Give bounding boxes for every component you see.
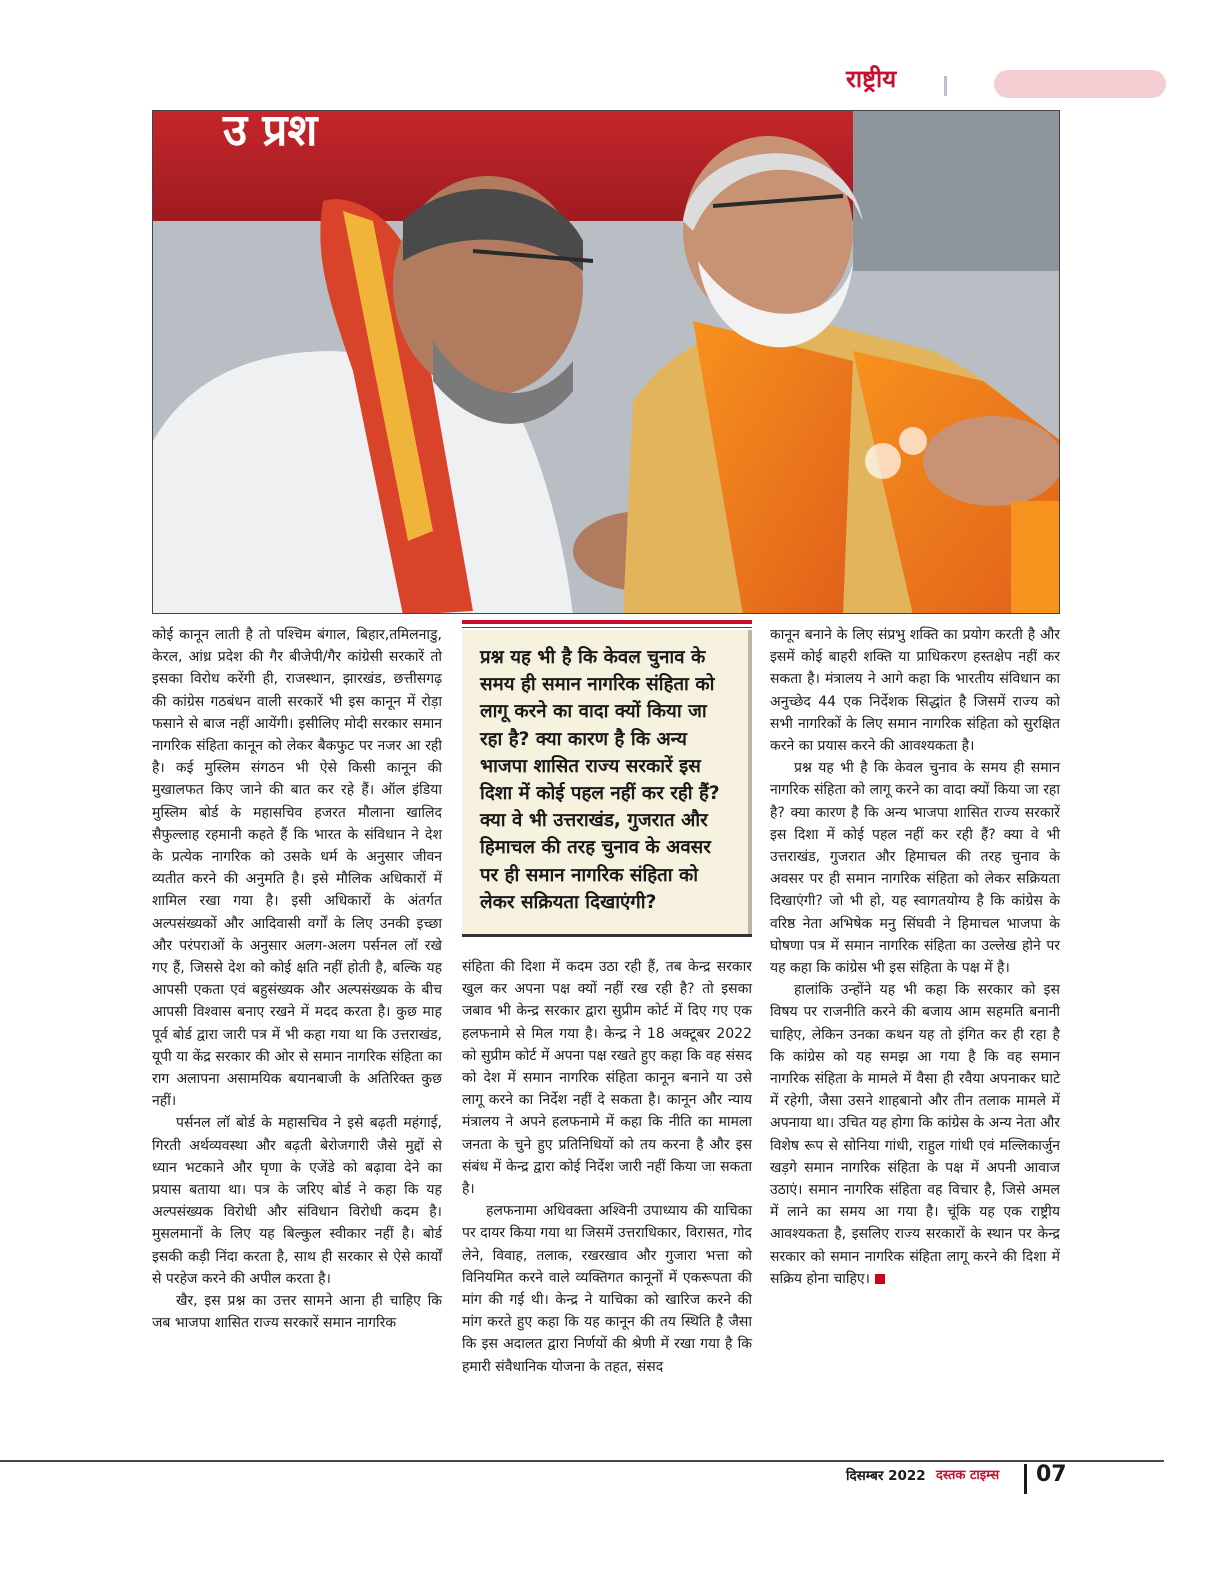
magazine-logo: दस्तक टाइम्स bbox=[936, 1468, 1000, 1483]
paragraph: संहिता की दिशा में कदम उठा रही हैं, तब केन्द्र सरकार खुल कर अपना पक्ष क्यों नहीं रख रही है? तो इसका जबाव भी केन्द्र सरकार द्वारा सुप्रीम कोर्ट में दिए गए एक हलफनामे से मिल गया है। केन्द्र ने 18 अक्टूबर 2022 को सुप्रीम कोर्ट में अपना पक्ष रखते हुए कहा कि वह संसद को देश में समान नागरिक संहिता कानून बनाने या उसे लागू करने का निर्देश नहीं दे सकता है। कानून और न्याय मंत्रालय ने अपने हलफनामे में कहा कि नीति का मामला जनता के चुने हुए प्रतिनिधियों को तय करना है और इस संबंध में केन्द्र द्वारा कोई निर्देश जारी नहीं किया जा सकता है। bbox=[462, 959, 752, 1198]
paragraph: प्रश्न यह भी है कि केवल चुनाव के समय ही समान नागरिक संहिता को लागू करने का वादा क्यों किया जा रहा है? क्या कारण है कि अन्य भाजपा शासित राज्य सरकारें इस दिशा में कोई पहल नहीं कर रही हैं? क्या वे भी उत्तराखंड, गुजरात और हिमाचल की तरह चुनाव के अवसर पर ही समान नागरिक संहिता को लेकर सक्रियता दिखाएंगी? जो भी हो, यह स्वागतयोग्य है कि कांग्रेस के वरिष्ठ नेता अभिषेक मनु सिंघवी ने हिमाचल भाजपा के घोषणा पत्र में समान नागरिक संहिता का उल्लेख होने पर यह कहा कि कांग्रेस भी इस संहिता के पक्ष में है। bbox=[770, 760, 1060, 977]
page-number: 07 bbox=[1036, 1462, 1067, 1487]
paragraph-last bbox=[770, 979, 1060, 1290]
pullquote-rule-bottom bbox=[462, 934, 752, 937]
article-column-2 bbox=[462, 956, 752, 1378]
footer-rule bbox=[0, 1460, 1164, 1462]
pullquote-rule-thin bbox=[462, 627, 752, 628]
paragraph: कोई कानून लाती है तो पश्चिम बंगाल, बिहार,तमिलनाडु, केरल, आंध्र प्रदेश की गैर बीजेपी/गैर कांग्रेसी सरकारें तो इसका विरोध करेंगी ही, राजस्थान, झारखंड, छत्तीसगढ़ की कांग्रेस गठबंधन वाली सरकारें भी इस कानून में रोड़ा फसाने से बाज नहीं आयेंगी। इसीलिए मोदी सरकार समान नागरिक संहिता कानून को लेकर बैकफुट पर नजर आ रही है। कई मुस्लिम संगठन भी ऐसे किसी कानून की मुखालफत किए जाने की बात कर रहे हैं। ऑल इंडिया मुस्लिम बोर्ड के महासचिव हजरत मौलाना खालिद सैफुल्लाह रहमानी कहते हैं कि भारत के संविधान ने देश के प्रत्येक नागरिक को उसके धर्म के अनुसार जीवन व्यतीत करने की अनुमति है। इसे मौलिक अधिकारों में शामिल रखा गया है। इसी अधिकारों के अंतर्गत अल्पसंख्यकों और आदिवासी वर्गों के लिए उनकी इच्छा और परंपराओं के अनुसार अलग-अलग पर्सनल लॉ रखे गए हैं, जिससे देश को कोई क्षति नहीं होती है, बल्कि यह आपसी एकता एवं बहुसंख्यक और अल्पसंख्यक के बीच आपसी विश्वास बनाए रखने में मदद करता है। कुछ माह पूर्व बोर्ड द्वारा जारी पत्र में भी कहा गया था कि उत्तराखंड, यूपी या केंद्र सरकार की ओर से समान नागरिक संहिता का राग अलापना असामयिक बयानबाजी के अतिरिक्त कुछ नहीं। bbox=[152, 627, 442, 1110]
paragraph: हलफनामा अधिवक्ता अश्विनी उपाध्याय की याचिका पर दायर किया गया था जिसमें उत्तराधिकार, विरासत, गोद लेने, विवाह, तलाक, रखरखाव और गुजारा भत्ता को विनियमित करने वाले व्यक्तिगत कानूनों में एकरूपता की मांग की गई थी। केन्द्र ने याचिका को खारिज करने की मांग करते हुए कहा कि यह कानून की तय स्थिति है जैसा कि इस अदालत द्वारा निर्णयों की श्रेणी में रखा गया है कि हमारी संवैधानिक योजना के तहत, संसद bbox=[462, 1203, 752, 1375]
footer-separator bbox=[1024, 1464, 1027, 1494]
pullquote-box bbox=[462, 630, 752, 934]
pullquote-rule-top bbox=[462, 620, 752, 624]
paragraph: कानून बनाने के लिए संप्रभु शक्ति का प्रयोग करती है और इसमें कोई बाहरी शक्ति या प्राधिकरण हस्तक्षेप नहीं कर सकता है। मंत्रालय ने आगे कहा कि भारतीय संविधान का अनुच्छेद 44 एक निर्देशक सिद्धांत है जिसमें राज्य को सभी नागरिकों के लिए समान नागरिक संहिता को सुरक्षित करने का प्रयास करने की आवश्यकता है। bbox=[770, 627, 1060, 755]
photo-backdrop-text: उ प्रश bbox=[223, 111, 318, 156]
section-separator bbox=[944, 76, 947, 96]
pullquote-text: प्रश्न यह भी है कि केवल चुनाव के समय ही समान नागरिक संहिता को लागू करने का वादा क्यों किया जा रहा है? क्या कारण है कि अन्य भाजपा शासित राज्य सरकारें इस दिशा में कोई पहल नहीं कर रही हैं? क्या वे भी उत्तराखंड, गुजरात और हिमाचल की तरह चुनाव के अवसर पर ही समान नागरिक संहिता को लेकर सक्रियता दिखाएंगी? bbox=[480, 647, 720, 913]
end-mark-icon bbox=[875, 1274, 885, 1284]
paragraph-text: हालांकि उन्होंने यह भी कहा कि सरकार को इस विषय पर राजनीति करने की बजाय आम सहमति बनानी चाहिए, लेकिन उनका कथन यह तो इंगित कर ही रहा है कि कांग्रेस को यह समझ आ गया है कि वह समान नागरिक संहिता के मामले में वैसा ही रवैया अपनाकर घाटे में रहेगी, जैसा उसने शाहबानो और तीन तलाक मामले में अपनाया था। उचित यह होगा कि कांग्रेस के अन्य नेता और विशेष रूप से सोनिया गांधी, राहुल गांधी एवं मल्लिकार्जुन खड़गे समान नागरिक संहिता के पक्ष में अपनी आवाज उठाएं। समान नागरिक संहिता वह विचार है, जिसे अमल में लाने का समय आ गया है। चूंकि यह एक राष्ट्रीय आवश्यकता है, इसलिए राज्य सरकारों के स्थान पर केन्द्र सरकार को समान नागरिक संहिता लागू करने की दिशा में सक्रिय होना चाहिए। bbox=[770, 982, 1060, 1287]
section-label: राष्ट्रीय bbox=[846, 65, 897, 93]
section-decoration bbox=[994, 70, 1166, 98]
article-column-1 bbox=[152, 624, 442, 1335]
footer-date: दिसम्बर 2022 bbox=[846, 1468, 926, 1484]
paragraph: पर्सनल लॉ बोर्ड के महासचिव ने इसे बढ़ती महंगाई, गिरती अर्थव्यवस्था और बढ़ती बेरोजगारी जैसे मुद्दों से ध्यान भटकाने और घृणा के एजेंडे को बढ़ावा देने का प्रयास बताया था। पत्र के जरिए बोर्ड ने कहा कि यह अल्पसंख्यक विरोधी और संविधान विरोधी कदम है। मुसलमानों के लिए यह बिल्कुल स्वीकार नहीं है। बोर्ड इसकी कड़ी निंदा करता है, साथ ही सरकार से ऐसे कार्यों से परहेज करने की अपील करता है। bbox=[152, 1115, 442, 1287]
paragraph: खैर, इस प्रश्न का उत्तर सामने आना ही चाहिए कि जब भाजपा शासित राज्य सरकारें समान नागरिक bbox=[152, 1293, 442, 1332]
article-column-3 bbox=[770, 624, 1060, 1290]
article-photo bbox=[152, 110, 1060, 614]
